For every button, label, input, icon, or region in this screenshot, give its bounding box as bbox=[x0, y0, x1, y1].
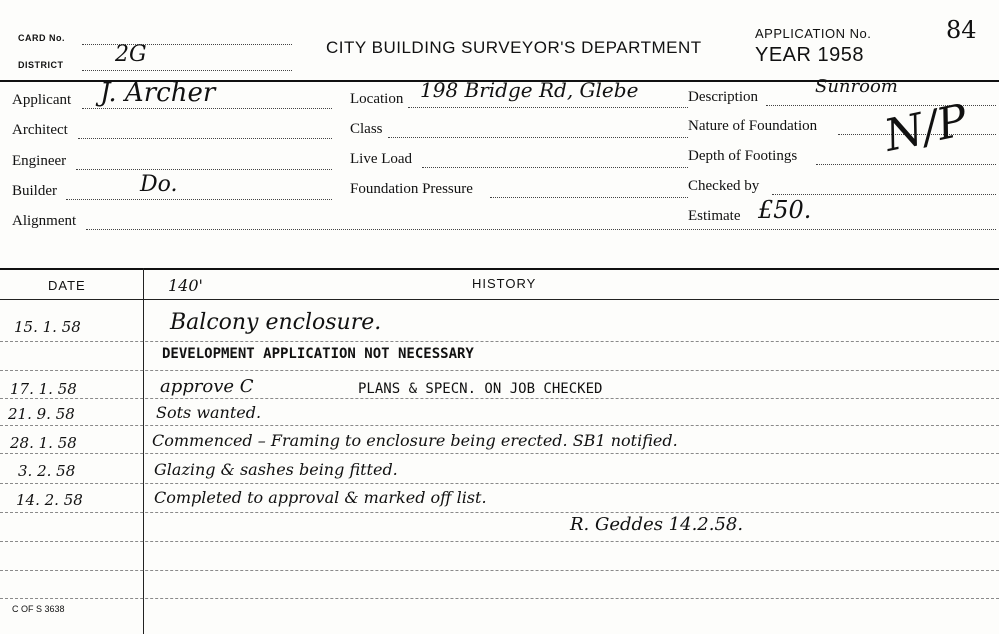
history-header: HISTORY bbox=[472, 276, 537, 291]
history-number-note: 140' bbox=[168, 276, 203, 295]
application-no-label: APPLICATION No. bbox=[755, 26, 872, 41]
history-rule bbox=[0, 570, 999, 571]
history-rule bbox=[0, 598, 999, 599]
entry-date: 28. 1. 58 bbox=[10, 434, 77, 452]
card-no-line bbox=[82, 44, 292, 45]
entry-text: Sots wanted. bbox=[156, 403, 262, 422]
history-rule bbox=[0, 341, 999, 342]
entry-text: approve C bbox=[160, 376, 254, 397]
location-value: 198 Bridge Rd, Glebe bbox=[420, 78, 639, 102]
foundation-pressure-label: Foundation Pressure bbox=[350, 181, 473, 197]
district-line bbox=[82, 70, 292, 71]
entry-date: 14. 2. 58 bbox=[16, 491, 83, 509]
entry-text: Completed to approval & marked off list. bbox=[154, 488, 487, 507]
engineer-label: Engineer bbox=[12, 153, 67, 169]
applicant-value: J. Archer bbox=[100, 78, 216, 108]
department-title: CITY BUILDING SURVEYOR'S DEPARTMENT bbox=[326, 38, 702, 57]
history-top-rule bbox=[0, 268, 999, 270]
date-header: DATE bbox=[48, 278, 86, 293]
applicant-label: Applicant bbox=[12, 92, 72, 108]
history-rule bbox=[0, 512, 999, 513]
location-label: Location bbox=[350, 91, 404, 107]
history-rule bbox=[0, 453, 999, 454]
checked-by-line bbox=[772, 194, 996, 195]
alignment-label: Alignment bbox=[12, 213, 77, 229]
class-line bbox=[388, 137, 688, 138]
entry-text: Commenced – Framing to enclosure being erected. SB1 notified. bbox=[152, 431, 678, 450]
builder-label: Builder bbox=[12, 183, 57, 199]
district-value: 2G bbox=[115, 42, 147, 67]
class-label: Class bbox=[350, 121, 383, 137]
history-rule bbox=[0, 425, 999, 426]
date-column-divider bbox=[143, 268, 144, 634]
card-no-label: CARD No. bbox=[18, 33, 65, 43]
entry-text: Balcony enclosure. bbox=[170, 310, 382, 335]
history-rule bbox=[0, 483, 999, 484]
estimate-label: Estimate bbox=[688, 208, 741, 224]
year-label: YEAR 1958 bbox=[755, 44, 865, 66]
history-header-rule bbox=[0, 299, 999, 300]
form-code: C OF S 3638 bbox=[12, 604, 65, 614]
estimate-value: £50. bbox=[758, 196, 812, 224]
development-stamp: DEVELOPMENT APPLICATION NOT NECESSARY bbox=[162, 346, 474, 362]
foundation-pressure-line bbox=[490, 197, 688, 198]
live-load-line bbox=[422, 167, 688, 168]
builder-value: Do. bbox=[140, 172, 178, 197]
history-rule bbox=[0, 370, 999, 371]
application-no-value: 84 bbox=[946, 16, 977, 44]
live-load-label: Live Load bbox=[350, 151, 413, 167]
entry-text: Glazing & sashes being fitted. bbox=[154, 460, 398, 479]
plans-checked-stamp: PLANS & SPECN. ON JOB CHECKED bbox=[358, 381, 603, 397]
entry-date: 21. 9. 58 bbox=[8, 405, 75, 423]
history-rule bbox=[0, 541, 999, 542]
history-rule bbox=[0, 398, 999, 399]
entry-date: 3. 2. 58 bbox=[18, 462, 76, 480]
applicant-line bbox=[82, 108, 332, 109]
description-label: Description bbox=[688, 89, 758, 105]
entry-date: 15. 1. 58 bbox=[14, 318, 81, 336]
location-line bbox=[408, 107, 688, 108]
alignment-line bbox=[86, 229, 996, 230]
district-label: DISTRICT bbox=[18, 60, 64, 70]
description-value: Sunroom bbox=[815, 76, 898, 97]
inspector-signature: R. Geddes 14.2.58. bbox=[570, 514, 744, 535]
engineer-line bbox=[76, 169, 332, 170]
entry-date: 17. 1. 58 bbox=[10, 380, 77, 398]
np-mark: N/P bbox=[880, 94, 972, 162]
depth-of-footings-line bbox=[816, 164, 996, 165]
builder-line bbox=[66, 199, 332, 200]
depth-of-footings-label: Depth of Footings bbox=[688, 148, 798, 164]
nature-of-foundation-label: Nature of Foundation bbox=[688, 118, 818, 134]
architect-line bbox=[78, 138, 332, 139]
architect-label: Architect bbox=[12, 122, 68, 138]
checked-by-label: Checked by bbox=[688, 178, 760, 194]
